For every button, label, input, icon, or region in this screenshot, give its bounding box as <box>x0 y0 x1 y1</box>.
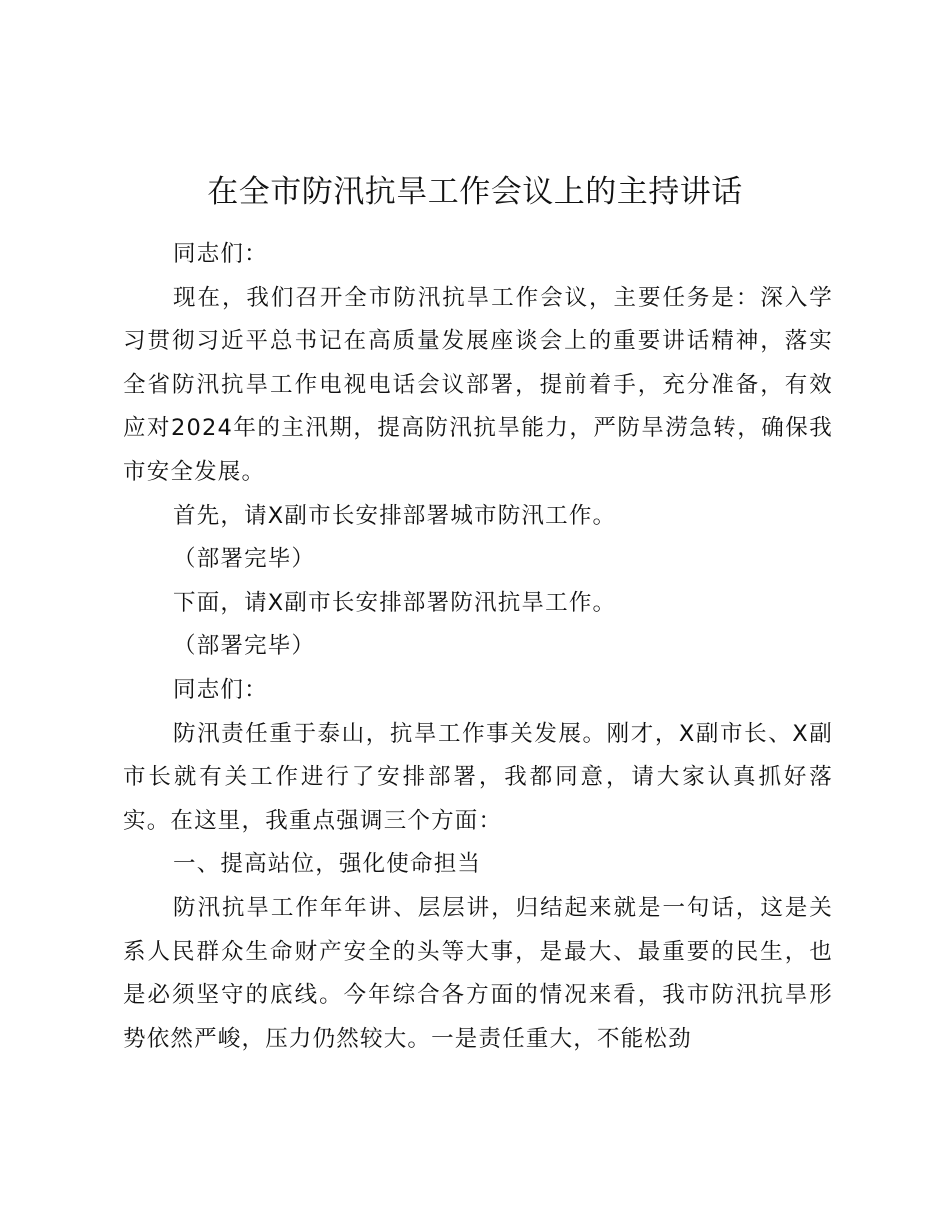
paragraph-opening: 现在，我们召开全市防汛抗旱工作会议，主要任务是：深入学习贯彻习近平总书记在高质量发展座谈会上的重要讲话精神，落实全省防汛抗旱工作电视电话会议部署，提前着手，充分准备，有效应对2024年的主汛期，提高防汛抗旱能力，严防旱涝急转，确保我市安全发展。 <box>123 284 833 485</box>
paragraph-completed-note: （部署完毕） <box>173 546 316 573</box>
paragraph-first-arrangement: 首先，请X副市长安排部署城市防汛工作。 <box>173 502 617 529</box>
paragraph-completed-note: （部署完毕） <box>173 633 316 660</box>
paragraph-section-body: 防汛抗旱工作年年讲、层层讲，归结起来就是一句话，这是关系人民群众生命财产安全的头等大事，是最大、最重要的民生，也是必须坚守的底线。今年综合各方面的情况来看，我市防汛抗旱形势依然严峻，压力仍然较大。一是责任重大，不能松劲 <box>123 894 833 1052</box>
section-heading: 一、提高站位，强化使命担当 <box>173 851 482 878</box>
paragraph-emphasis-intro: 防汛责任重于泰山，抗旱工作事关发展。刚才，X副市长、X副市长就有关工作进行了安排部署，我都同意，请大家认真抓好落实。在这里，我重点强调三个方面： <box>123 720 833 834</box>
document-body <box>123 233 833 1061</box>
document-title: 在全市防汛抗旱工作会议上的主持讲话 <box>207 174 743 210</box>
paragraph-second-arrangement: 下面，请X副市长安排部署防汛抗旱工作。 <box>173 589 617 616</box>
paragraph-salutation: 同志们： <box>173 676 268 703</box>
paragraph-salutation: 同志们： <box>173 241 268 267</box>
